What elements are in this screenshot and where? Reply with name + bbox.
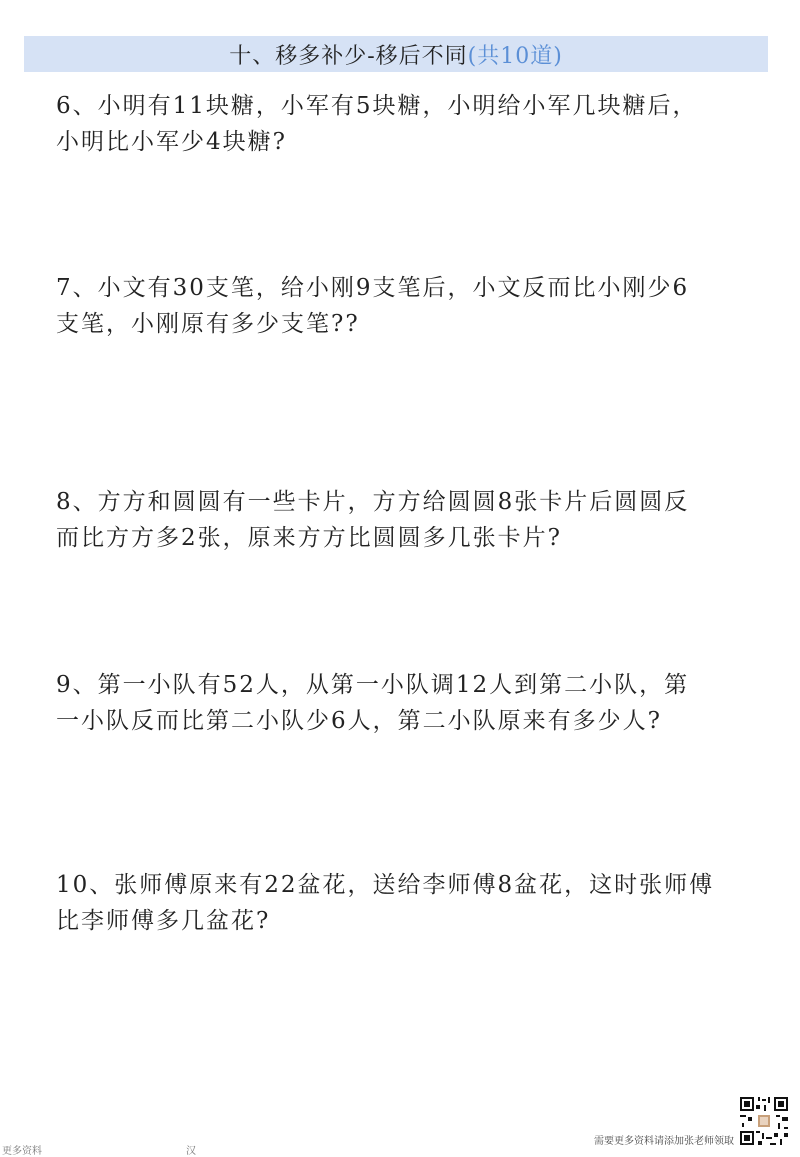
question-count: (共10道) (467, 43, 563, 69)
question-6 (56, 88, 756, 160)
footer-mid-text: 汉 (186, 1146, 196, 1157)
question-7 (56, 270, 756, 342)
question-8 (56, 484, 756, 556)
question-9 (56, 667, 756, 739)
question-7-line-2: 支笔，小刚原有多少支笔?? (56, 311, 360, 337)
footer-contact-text: 需要更多资料请添加张老师领取 (594, 1136, 734, 1147)
page-title: 十、移多补少-移后不同 (229, 43, 468, 69)
question-6-line-2: 小明比小军少4块糖? (56, 129, 287, 155)
question-7-line-1: 7、小文有30支笔，给小刚9支笔后，小文反而比小刚少6 (56, 275, 690, 301)
question-8-line-2: 而比方方多2张，原来方方比圆圆多几张卡片? (56, 525, 562, 551)
question-8-line-1: 8、方方和圆圆有一些卡片，方方给圆圆8张卡片后圆圆反 (56, 489, 690, 515)
question-9-line-2: 一小队反而比第二小队少6人，第二小队原来有多少人? (56, 708, 662, 734)
question-10 (56, 867, 756, 939)
question-9-line-1: 9、第一小队有52人，从第一小队调12人到第二小队，第 (56, 672, 690, 698)
question-10-line-2: 比李师傅多几盆花? (56, 908, 271, 934)
question-6-line-1: 6、小明有11块糖，小军有5块糖，小明给小军几块糖后， (56, 93, 698, 119)
question-10-line-1: 10、张师傅原来有22盆花，送给李师傅8盆花，这时张师傅 (56, 872, 715, 898)
footer-left-text: 更多资料 (2, 1146, 42, 1157)
page-title-bar (24, 36, 768, 72)
qr-code-icon (738, 1095, 790, 1147)
